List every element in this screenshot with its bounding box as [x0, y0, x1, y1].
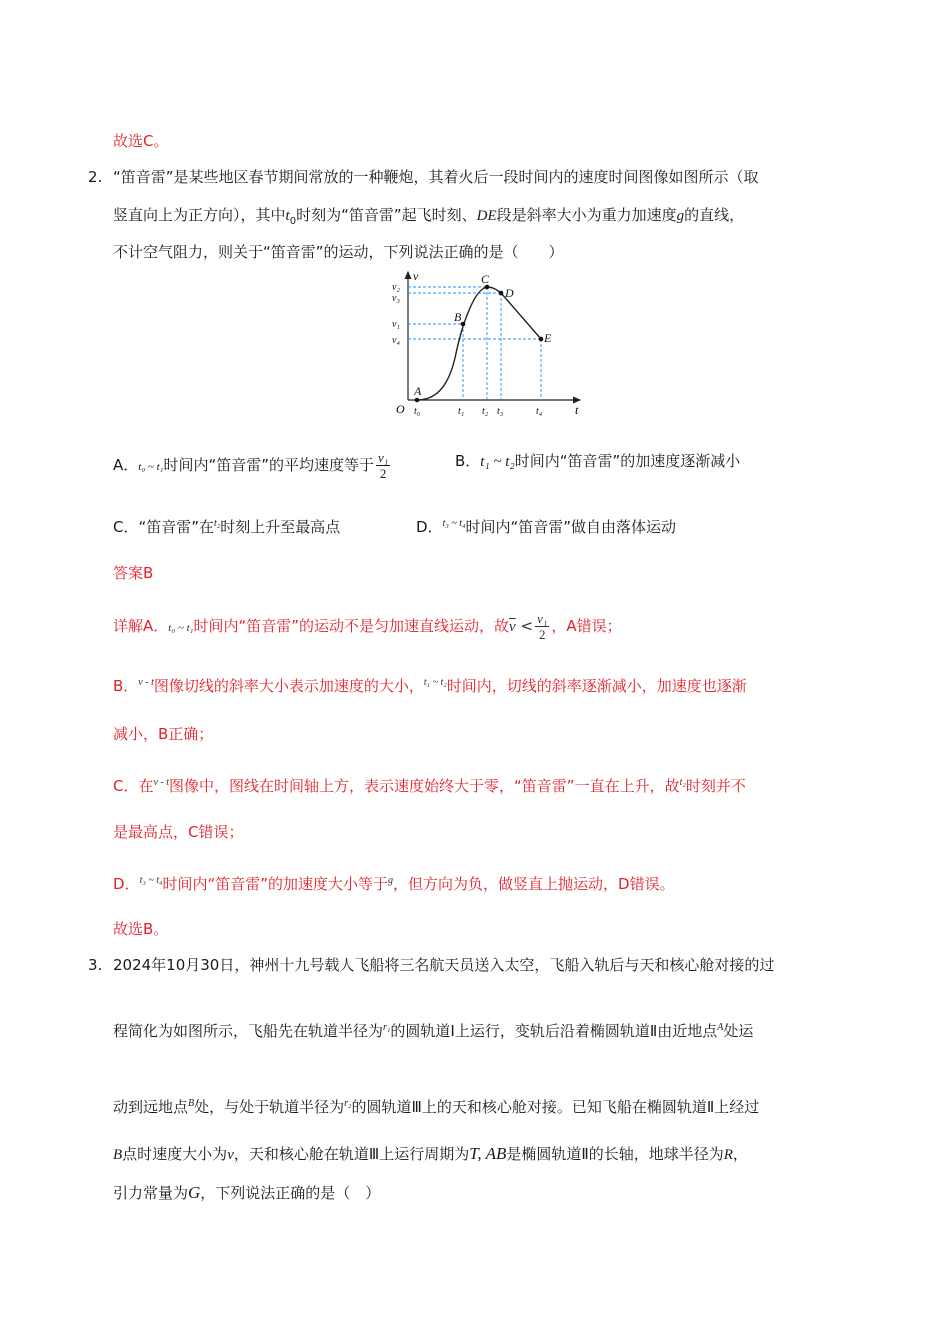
guide-lines	[408, 287, 541, 400]
option-B: B．t₁ ~ t₂时间内“笛音雷”的加速度逐渐减小	[455, 452, 741, 470]
explain-C-cont: 是最高点，C错误；	[113, 823, 244, 841]
q2-stem-line2: 竖直向上为正方向），其中$t_0$时刻为“笛音雷”起飞时刻、DE段是斜率大小为重力加速度g的直线，	[113, 206, 745, 227]
point-B: B	[454, 310, 462, 324]
explain-B-cont: 减小，B正确；	[113, 725, 214, 743]
q2-answer: 答案B	[113, 564, 154, 582]
q3-line1: 2024年10月30日，神州十九号载人飞船将三名航天员送入太空，飞船入轨后与天和核心舱对接的过	[113, 956, 775, 974]
v2-tick: v₂	[392, 282, 400, 293]
v-axis-label: v	[413, 269, 419, 283]
prev-conclusion: 故选C。	[113, 132, 169, 150]
t2-tick: t₂	[482, 406, 489, 417]
explain-A: 详解A．t₀ ~ t₁时间内“笛音雷”的运动不是匀加速直线运动，故$\overline{v}$ < $\frac{\text{v₁}}{2}$ ，A错误；	[113, 611, 622, 642]
v3-tick: v₃	[392, 293, 400, 304]
point-C: C	[481, 272, 490, 286]
point-E: E	[544, 331, 552, 345]
origin-label: O	[396, 402, 405, 416]
t-axis-label: t	[575, 403, 579, 417]
v4-tick: v₄	[392, 335, 400, 346]
point-B-dot	[461, 322, 466, 327]
q2-conclusion: 故选B。	[113, 920, 169, 938]
velocity-time-graph	[390, 268, 590, 420]
point-E-dot	[539, 337, 544, 342]
q3-line5: 引力常量为G，下列说法正确的是（ ）	[113, 1183, 381, 1202]
t0-tick: t₀	[414, 406, 421, 417]
explain-B: B．$^{v - t}$图像切线的斜率大小表示加速度的大小，$^{t_1 \sim t_2}$时间内，切线的斜率逐渐减小，加速度也逐渐	[113, 677, 747, 695]
point-A-dot	[415, 398, 420, 403]
q2-stem-line3: 不计空气阻力，则关于“笛音雷”的运动，下列说法正确的是（ ）	[113, 243, 564, 261]
option-D: D．$^{t_3 \sim t_4}$时间内“笛音雷”做自由落体运动	[416, 518, 677, 536]
option-C: C．“笛音雷”在$^{t_2}$时刻上升至最高点	[113, 518, 341, 536]
t1-tick: t₁	[458, 406, 465, 417]
point-D: D	[505, 286, 514, 300]
point-A: A	[414, 384, 422, 398]
q3-line4: B点时速度大小为v，天和核心舱在轨道Ⅲ上运行周期为T, AB是椭圆轨道Ⅱ的长轴，地球半径为R，	[113, 1144, 748, 1163]
q3-number: 3.	[88, 956, 103, 974]
velocity-curve	[417, 287, 541, 400]
q2-number: 2.	[88, 168, 103, 186]
q3-line2: 程简化为如图所示，飞船先在轨道半径为$^{r_1}$的圆轨道Ⅰ上运行，变轨后沿着椭圆轨道Ⅱ由近地点$^A$处运	[113, 1022, 754, 1040]
explain-D: D．$^{t_3 \sim t_4}$时间内“笛音雷”的加速度大小等于$^g$，但方向为负，做竖直上抛运动，D错误。	[113, 875, 675, 893]
explain-C: C．在$^{v - t}$图像中，图线在时间轴上方，表示速度始终大于零，“笛音雷”一直在上升，故$^{t_2}$时刻并不	[113, 777, 746, 795]
t4-tick: t₄	[536, 406, 543, 417]
t3-tick: t₃	[497, 406, 504, 417]
point-D-dot	[499, 291, 504, 296]
q3-line3: 动到远地点$^B$处，与处于轨道半径为$^{r_2}$的圆轨道Ⅲ上的天和核心舱对接。已知飞船在椭圆轨道Ⅱ上经过	[113, 1098, 760, 1116]
option-A: A．t₀ ~ t₁时间内“笛音雷”的平均速度等于 $\frac{\text{v₁}}{2}$	[113, 450, 389, 481]
v1-tick: v₁	[392, 319, 400, 330]
q2-stem-line1: “笛音雷”是某些地区春节期间常放的一种鞭炮，其着火后一段时间内的速度时间图像如图所示（取	[113, 168, 759, 186]
